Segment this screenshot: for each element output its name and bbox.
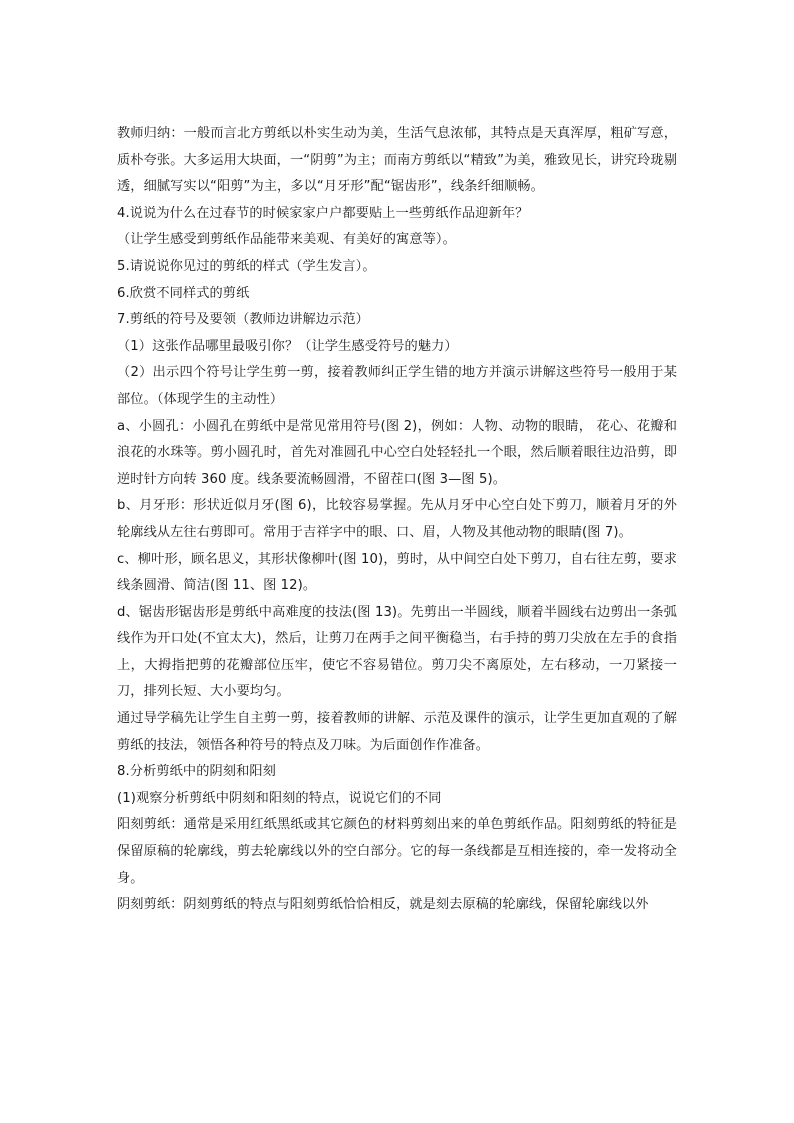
- paragraph-symbol-c: c、柳叶形，顾名思义，其形状像柳叶(图 10)，剪时，从中间空白处下剪刀，自右往左剪，要求线条圆滑、简洁(图 11、图 12)。: [117, 551, 677, 594]
- paragraph-symbol-a: a、小圆孔：小圆孔在剪纸中是常见常用符号(图 2)，例如：人物、动物的眼睛， 花心、花瓣和浪花的水珠等。剪小圆孔时，首先对准圆孔中心空白处轻轻扎一个眼，然后顺着眼往边沿剪，即逆时针方向转 360 度。线条要流畅圆滑，不留茬口(图 3—图 5)。: [117, 418, 677, 487]
- paragraph-step-8: 8.分析剪纸中的阴刻和阳刻: [117, 764, 276, 780]
- paragraph-teacher-summary: 教师归纳：一般而言北方剪纸以朴实生动为美，生活气息浓郁，其特点是天真浑厚，粗矿写意，质朴夸张。大多运用大块面，一“阴剪”为主；而南方剪纸以“精致”为美，雅致见长，讲究玲珑剔透，细腻写实以“阳剪”为主，多以“月牙形”配“锯齿形”，线条纤细顺畅。: [117, 126, 677, 195]
- paragraph-symbol-d: d、锯齿形锯齿形是剪纸中高难度的技法(图 13)。先剪出一半圆线，顺着半圆线右边剪出一条弧线作为开口处(不宜太大)，然后，让剪刀在两手之间平衡稳当，右手持的剪刀尖放在左手的食指上，大拇指把剪的花瓣部位压牢，使它不容易错位。剪刀尖不离原处，左右移动，一刀紧接一刀，排列长短、大小要均匀。: [117, 604, 677, 700]
- paragraph-question-4-note: （让学生感受到剪纸作品能带来美观、有美好的寓意等）。: [117, 232, 456, 248]
- paragraph-step-7-1: （1）这张作品哪里最吸引你？（让学生感受符号的魅力）: [117, 338, 458, 354]
- document-body: [117, 121, 677, 919]
- paragraph-step-7-2: （2）出示四个符号让学生剪一剪，接着教师纠正学生错的地方并演示讲解这些符号一般用于某部位。（体现学生的主动性）: [117, 365, 677, 407]
- paragraph-step-8-1: (1)观察分析剪纸中阴刻和阳刻的特点，说说它们的不同: [117, 790, 442, 806]
- paragraph-step-6: 6.欣赏不同样式的剪纸: [117, 285, 250, 301]
- paragraph-guided-practice: 通过导学稿先让学生自主剪一剪，接着教师的讲解、示范及课件的演示，让学生更加直观的了解剪纸的技法，领悟各种符号的特点及刀味。为后面创作作准备。: [117, 711, 677, 753]
- paragraph-step-7: 7.剪纸的符号及要领（教师边讲解边示范）: [117, 312, 369, 328]
- paragraph-question-5: 5.请说说你见过的剪纸的样式（学生发言）。: [117, 258, 376, 274]
- paragraph-symbol-b: b、月牙形：形状近似月牙(图 6)，比较容易掌握。先从月牙中心空白处下剪刀，顺着月牙的外轮廓线从左往右剪即可。常用于吉祥字中的眼、口、眉，人物及其他动物的眼睛(图 7)。: [117, 498, 677, 540]
- paragraph-question-4: 4.说说为什么在过春节的时候家家户户都要贴上一些剪纸作品迎新年？: [117, 205, 529, 221]
- paragraph-yang-cut: 阳刻剪纸：通常是采用红纸黑纸或其它颜色的材料剪刻出来的单色剪纸作品。阳刻剪纸的特征是保留原稿的轮廓线，剪去轮廓线以外的空白部分。它的每一条线都是互相连接的，牵一发将动全身。: [117, 817, 677, 886]
- paragraph-yin-cut: 阴刻剪纸：阴刻剪纸的特点与阳刻剪纸恰恰相反，就是刻去原稿的轮廓线，保留轮廓线以外: [117, 897, 649, 913]
